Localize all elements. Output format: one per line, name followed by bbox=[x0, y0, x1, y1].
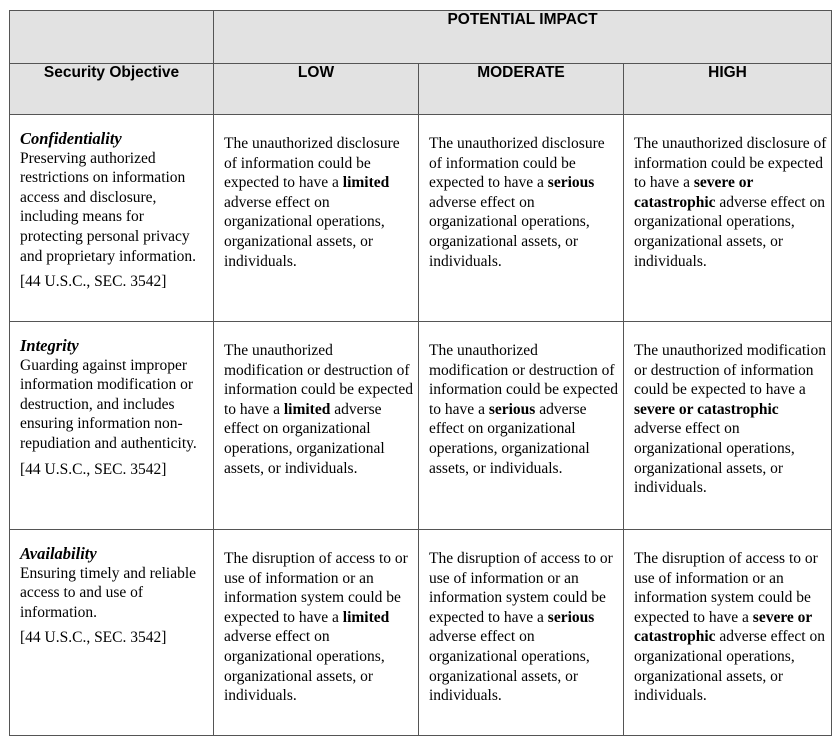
objective-reference: [44 U.S.C., SEC. 3542] bbox=[20, 460, 167, 478]
impact-level-term: serious bbox=[488, 400, 536, 418]
security-objective-header: Security Objective bbox=[10, 64, 214, 115]
impact-level-term: limited bbox=[283, 400, 331, 418]
level-header-high: HIGH bbox=[624, 64, 832, 115]
impact-cell-high bbox=[624, 530, 832, 736]
objective-title: Integrity bbox=[20, 336, 79, 355]
impact-cell-low bbox=[214, 115, 419, 322]
objective-reference: [44 U.S.C., SEC. 3542] bbox=[20, 273, 167, 291]
impact-cell-moderate bbox=[419, 322, 624, 530]
impact-level-term: serious bbox=[547, 608, 595, 626]
impact-level-term: severe or catastrophic bbox=[634, 400, 779, 418]
objective-description: Ensuring timely and reliable access to and use of information. bbox=[20, 564, 197, 621]
impact-level-term: limited bbox=[342, 608, 390, 626]
impact-cell-moderate bbox=[419, 115, 624, 322]
table-row-integrity bbox=[10, 322, 832, 530]
objective-cell bbox=[10, 115, 214, 322]
impact-text: adverse effect on organizational operations, organizational assets, or individuals. bbox=[634, 420, 795, 497]
impact-level-term: limited bbox=[342, 174, 390, 192]
objective-reference: [44 U.S.C., SEC. 3542] bbox=[20, 629, 167, 647]
impact-text: adverse effect on organizational operations, organizational assets, or individuals. bbox=[224, 400, 385, 477]
impact-text: adverse effect on organizational operations, organizational assets, or individuals. bbox=[634, 628, 825, 705]
impact-text: The unauthorized disclosure of information could be expected to have a bbox=[634, 135, 827, 192]
impact-text: The unauthorized modification or destruction of information could be expected to have a bbox=[634, 342, 826, 399]
impact-text: adverse effect on organizational operations, organizational assets, or individuals. bbox=[429, 193, 590, 270]
impact-cell-moderate bbox=[419, 530, 624, 736]
level-header-low: LOW bbox=[214, 64, 419, 115]
impact-text: The unauthorized disclosure of information could be expected to have a bbox=[224, 135, 400, 192]
impact-text: adverse effect on organizational operations, organizational assets, or individuals. bbox=[224, 193, 385, 270]
impact-cell-high bbox=[624, 115, 832, 322]
header-blank-cell bbox=[10, 11, 214, 64]
potential-impact-header: POTENTIAL IMPACT bbox=[214, 11, 832, 64]
impact-cell-low bbox=[214, 530, 419, 736]
objective-cell bbox=[10, 530, 214, 736]
impact-level-term: severe or catastrophic bbox=[634, 608, 813, 646]
objective-cell bbox=[10, 322, 214, 530]
impact-text: The disruption of access to or use of information or an information system could be expected to have a bbox=[224, 550, 408, 626]
level-header-moderate: MODERATE bbox=[419, 64, 624, 115]
impact-text: The unauthorized disclosure of information could be expected to have a bbox=[429, 135, 605, 192]
impact-table bbox=[9, 10, 832, 736]
header-row-top bbox=[10, 11, 832, 64]
impact-text: The disruption of access to or use of information or an information system could be expected to have a bbox=[634, 550, 818, 626]
impact-level-term: serious bbox=[547, 174, 595, 192]
objective-description: Preserving authorized restrictions on information access and disclosure, including means for protecting personal privacy and proprietary information. bbox=[20, 149, 197, 265]
impact-cell-high bbox=[624, 322, 832, 530]
header-row-levels bbox=[10, 64, 832, 115]
objective-description: Guarding against improper information modification or destruction, and includes ensuring information non-repudiation and authenticity. bbox=[20, 356, 197, 452]
impact-text: The unauthorized modification or destruction of information could be expected to have a bbox=[224, 342, 413, 418]
impact-text: adverse effect on organizational operations, organizational assets, or individuals. bbox=[429, 400, 590, 477]
objective-title: Confidentiality bbox=[20, 129, 122, 148]
impact-text: adverse effect on organizational operations, organizational assets, or individuals. bbox=[429, 628, 590, 705]
table-row-availability bbox=[10, 530, 832, 736]
impact-cell-low bbox=[214, 322, 419, 530]
impact-text: adverse effect on organizational operations, organizational assets, or individuals. bbox=[634, 193, 825, 270]
objective-title: Availability bbox=[20, 544, 97, 563]
impact-text: The disruption of access to or use of information or an information system could be expected to have a bbox=[429, 550, 613, 626]
impact-text: adverse effect on organizational operations, organizational assets, or individuals. bbox=[224, 628, 385, 705]
impact-level-term: severe or catastrophic bbox=[634, 174, 754, 211]
table-row-confidentiality bbox=[10, 115, 832, 322]
impact-text: The unauthorized modification or destruction of information could be expected to have a bbox=[429, 342, 618, 418]
